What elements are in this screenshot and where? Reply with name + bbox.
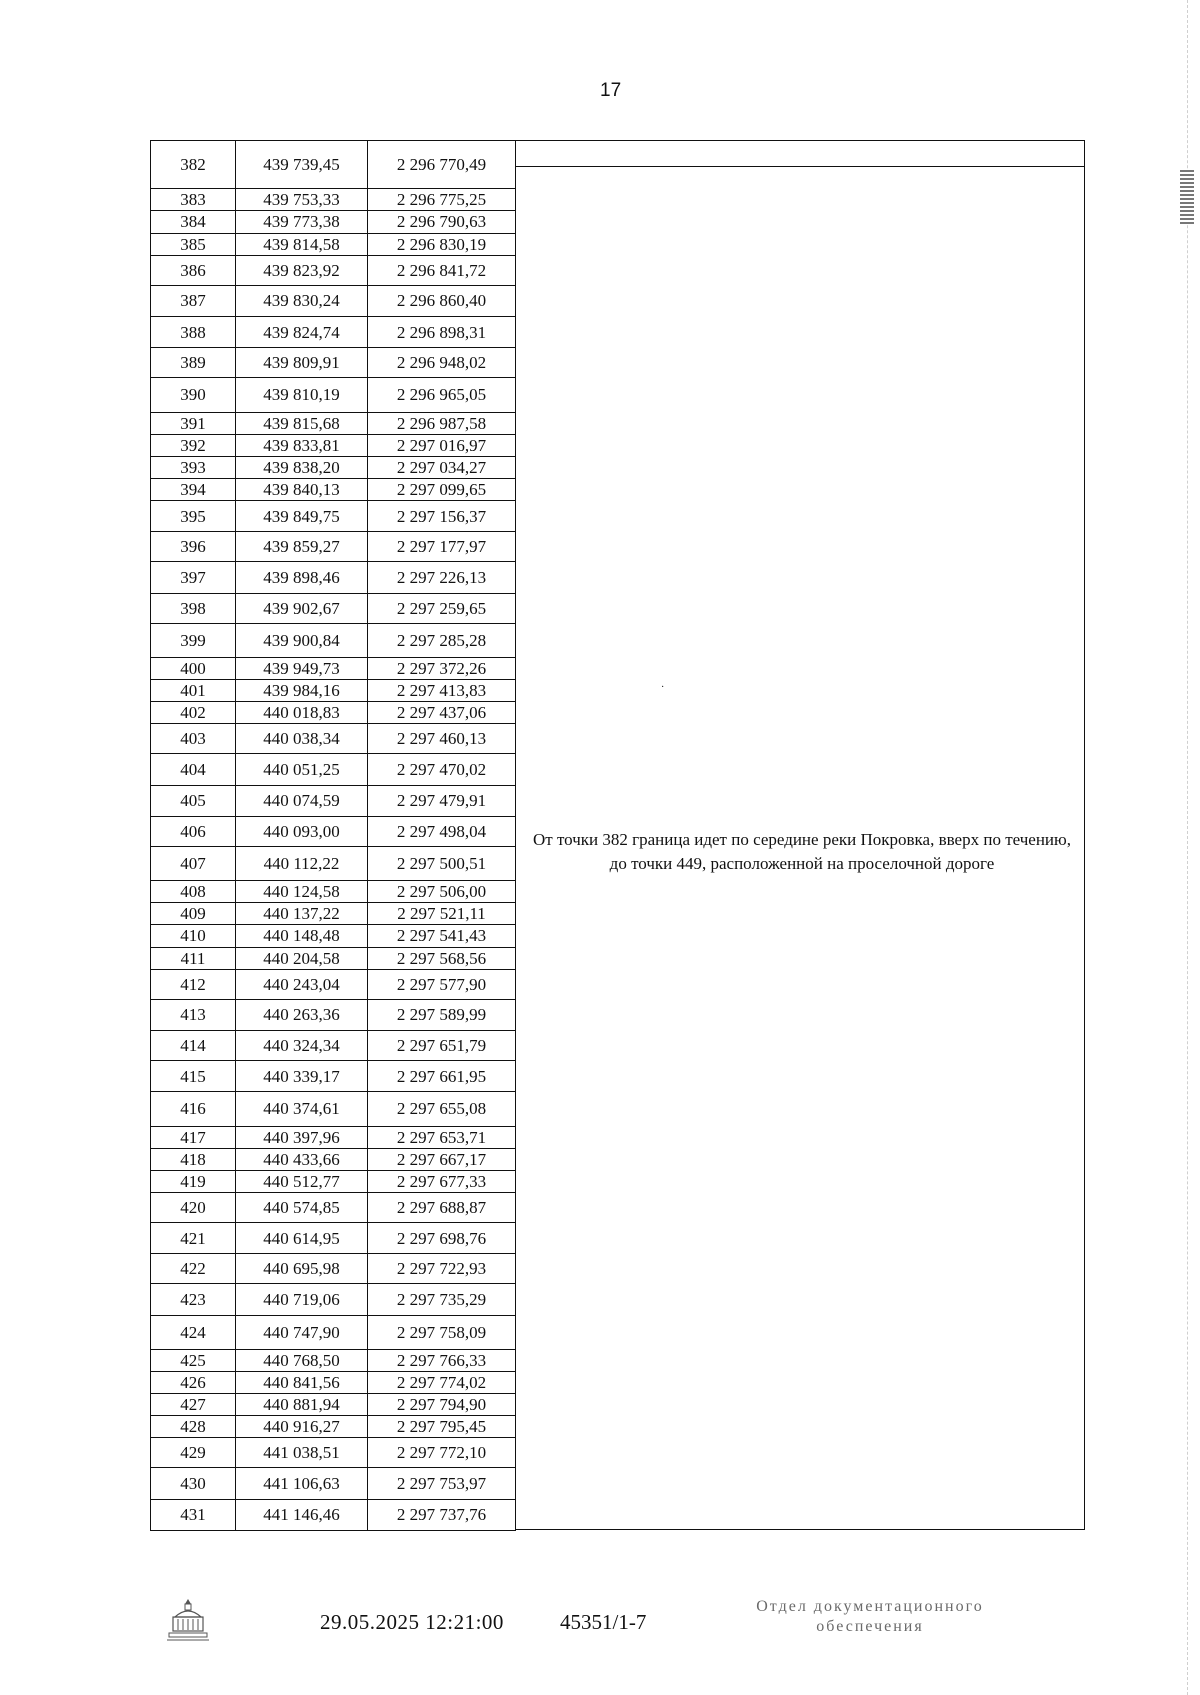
- x-coordinate-cell: 440 339,17: [236, 1061, 368, 1092]
- y-coordinate-cell: 2 297 460,13: [368, 724, 516, 754]
- x-coordinate-cell: 441 106,63: [236, 1468, 368, 1499]
- point-number-cell: 426: [151, 1371, 236, 1393]
- point-number-cell: 404: [151, 754, 236, 785]
- x-coordinate-cell: 440 204,58: [236, 947, 368, 969]
- y-coordinate-cell: 2 296 860,40: [368, 285, 516, 316]
- table-row: [151, 657, 516, 679]
- point-number-cell: 384: [151, 211, 236, 233]
- point-number-cell: 409: [151, 903, 236, 925]
- x-coordinate-cell: 440 324,34: [236, 1030, 368, 1060]
- table-row: [151, 724, 516, 754]
- point-number-cell: 413: [151, 999, 236, 1030]
- description-cell: [516, 140, 1085, 1530]
- x-coordinate-cell: 440 374,61: [236, 1092, 368, 1126]
- x-coordinate-cell: 440 038,34: [236, 724, 368, 754]
- x-coordinate-cell: 439 898,46: [236, 562, 368, 593]
- point-number-cell: 419: [151, 1170, 236, 1192]
- x-coordinate-cell: 441 038,51: [236, 1438, 368, 1468]
- y-coordinate-cell: 2 297 735,29: [368, 1284, 516, 1315]
- y-coordinate-cell: 2 297 758,09: [368, 1315, 516, 1349]
- x-coordinate-cell: 439 809,91: [236, 348, 368, 378]
- point-number-cell: 383: [151, 189, 236, 211]
- point-number-cell: 423: [151, 1284, 236, 1315]
- table-row: [151, 378, 516, 412]
- x-coordinate-cell: 439 773,38: [236, 211, 368, 233]
- y-coordinate-cell: 2 297 034,27: [368, 456, 516, 478]
- footer-department-stamp: [700, 1597, 1040, 1637]
- table-row: [151, 1438, 516, 1468]
- point-number-cell: 397: [151, 562, 236, 593]
- x-coordinate-cell: 439 859,27: [236, 532, 368, 562]
- x-coordinate-cell: 440 093,00: [236, 816, 368, 846]
- x-coordinate-cell: 439 815,68: [236, 412, 368, 434]
- table-row: [151, 456, 516, 478]
- point-number-cell: 389: [151, 348, 236, 378]
- table-row: [151, 501, 516, 532]
- y-coordinate-cell: 2 297 653,71: [368, 1126, 516, 1148]
- x-coordinate-cell: 440 263,36: [236, 999, 368, 1030]
- y-coordinate-cell: 2 297 795,45: [368, 1416, 516, 1438]
- point-number-cell: 418: [151, 1148, 236, 1170]
- point-number-cell: 410: [151, 925, 236, 947]
- point-number-cell: 390: [151, 378, 236, 412]
- point-number-cell: 394: [151, 478, 236, 500]
- x-coordinate-cell: 439 833,81: [236, 434, 368, 456]
- table-row: [151, 1315, 516, 1349]
- y-coordinate-cell: 2 297 772,10: [368, 1438, 516, 1468]
- table-row: [151, 1499, 516, 1530]
- table-row: [151, 1192, 516, 1222]
- x-coordinate-cell: 439 814,58: [236, 233, 368, 255]
- point-number-cell: 427: [151, 1394, 236, 1416]
- point-number-cell: 412: [151, 969, 236, 999]
- y-coordinate-cell: 2 297 226,13: [368, 562, 516, 593]
- point-number-cell: 411: [151, 947, 236, 969]
- x-coordinate-cell: 439 840,13: [236, 478, 368, 500]
- y-coordinate-cell: 2 297 437,06: [368, 702, 516, 724]
- point-number-cell: 406: [151, 816, 236, 846]
- y-coordinate-cell: 2 297 177,97: [368, 532, 516, 562]
- y-coordinate-cell: 2 297 285,28: [368, 623, 516, 657]
- table-row: [151, 999, 516, 1030]
- y-coordinate-cell: 2 297 651,79: [368, 1030, 516, 1060]
- y-coordinate-cell: 2 297 470,02: [368, 754, 516, 785]
- y-coordinate-cell: 2 297 259,65: [368, 593, 516, 623]
- point-number-cell: 386: [151, 255, 236, 285]
- point-number-cell: 407: [151, 846, 236, 880]
- x-coordinate-cell: 440 695,98: [236, 1254, 368, 1284]
- table-row: [151, 881, 516, 903]
- x-coordinate-cell: 439 810,19: [236, 378, 368, 412]
- point-number-cell: 393: [151, 456, 236, 478]
- point-number-cell: 416: [151, 1092, 236, 1126]
- y-coordinate-cell: 2 297 156,37: [368, 501, 516, 532]
- point-number-cell: 398: [151, 593, 236, 623]
- table-row: [151, 969, 516, 999]
- table-row: [151, 1349, 516, 1371]
- point-number-cell: 415: [151, 1061, 236, 1092]
- y-coordinate-cell: 2 297 753,97: [368, 1468, 516, 1499]
- x-coordinate-cell: 440 614,95: [236, 1223, 368, 1254]
- y-coordinate-cell: 2 296 898,31: [368, 316, 516, 347]
- table-row: [151, 1416, 516, 1438]
- x-coordinate-cell: 439 830,24: [236, 285, 368, 316]
- y-coordinate-cell: 2 297 774,02: [368, 1371, 516, 1393]
- table-row: [151, 1170, 516, 1192]
- y-coordinate-cell: 2 297 589,99: [368, 999, 516, 1030]
- point-number-cell: 396: [151, 532, 236, 562]
- x-coordinate-cell: 440 719,06: [236, 1284, 368, 1315]
- table-row: [151, 211, 516, 233]
- x-coordinate-cell: 440 137,22: [236, 903, 368, 925]
- description-divider: [516, 166, 1084, 167]
- table-row: [151, 1030, 516, 1060]
- table-row: [151, 562, 516, 593]
- y-coordinate-cell: 2 296 830,19: [368, 233, 516, 255]
- coordinates-grid: [150, 140, 516, 1531]
- point-number-cell: 429: [151, 1438, 236, 1468]
- table-row: [151, 925, 516, 947]
- x-coordinate-cell: 440 243,04: [236, 969, 368, 999]
- y-coordinate-cell: 2 297 677,33: [368, 1170, 516, 1192]
- table-row: [151, 947, 516, 969]
- table-row: [151, 434, 516, 456]
- point-number-cell: 431: [151, 1499, 236, 1530]
- table-row: [151, 702, 516, 724]
- scan-edge: [1187, 0, 1192, 1695]
- table-row: [151, 141, 516, 189]
- description-line-1: От точки 382 граница идет по середине реки Покровка, вверх по течению,: [533, 830, 1071, 849]
- point-number-cell: 385: [151, 233, 236, 255]
- x-coordinate-cell: 440 124,58: [236, 881, 368, 903]
- table-row: [151, 623, 516, 657]
- table-row: [151, 1223, 516, 1254]
- point-number-cell: 395: [151, 501, 236, 532]
- page-number: 17: [600, 80, 622, 101]
- table-row: [151, 1061, 516, 1092]
- point-number-cell: 422: [151, 1254, 236, 1284]
- point-number-cell: 400: [151, 657, 236, 679]
- y-coordinate-cell: 2 297 577,90: [368, 969, 516, 999]
- x-coordinate-cell: 440 051,25: [236, 754, 368, 785]
- x-coordinate-cell: 440 433,66: [236, 1148, 368, 1170]
- point-number-cell: 420: [151, 1192, 236, 1222]
- scan-dot: ·: [661, 682, 665, 693]
- x-coordinate-cell: 440 841,56: [236, 1371, 368, 1393]
- point-number-cell: 387: [151, 285, 236, 316]
- point-number-cell: 424: [151, 1315, 236, 1349]
- table-row: [151, 680, 516, 702]
- table-row: [151, 1394, 516, 1416]
- table-row: [151, 255, 516, 285]
- point-number-cell: 399: [151, 623, 236, 657]
- x-coordinate-cell: 440 018,83: [236, 702, 368, 724]
- point-number-cell: 430: [151, 1468, 236, 1499]
- footer-datetime: 29.05.2025 12:21:00: [320, 1610, 504, 1634]
- y-coordinate-cell: 2 297 500,51: [368, 846, 516, 880]
- x-coordinate-cell: 440 512,77: [236, 1170, 368, 1192]
- y-coordinate-cell: 2 296 965,05: [368, 378, 516, 412]
- y-coordinate-cell: 2 297 479,91: [368, 785, 516, 816]
- y-coordinate-cell: 2 297 661,95: [368, 1061, 516, 1092]
- point-number-cell: 417: [151, 1126, 236, 1148]
- y-coordinate-cell: 2 297 568,56: [368, 947, 516, 969]
- table-row: [151, 1284, 516, 1315]
- y-coordinate-cell: 2 297 766,33: [368, 1349, 516, 1371]
- x-coordinate-cell: 439 824,74: [236, 316, 368, 347]
- y-coordinate-cell: 2 297 722,93: [368, 1254, 516, 1284]
- x-coordinate-cell: 440 747,90: [236, 1315, 368, 1349]
- y-coordinate-cell: 2 297 506,00: [368, 881, 516, 903]
- table-row: [151, 785, 516, 816]
- y-coordinate-cell: 2 297 737,76: [368, 1499, 516, 1530]
- table-row: [151, 1371, 516, 1393]
- point-number-cell: 391: [151, 412, 236, 434]
- table-row: [151, 316, 516, 347]
- y-coordinate-cell: 2 296 770,49: [368, 141, 516, 189]
- y-coordinate-cell: 2 297 794,90: [368, 1394, 516, 1416]
- y-coordinate-cell: 2 296 775,25: [368, 189, 516, 211]
- table-row: [151, 478, 516, 500]
- x-coordinate-cell: 440 112,22: [236, 846, 368, 880]
- x-coordinate-cell: 439 838,20: [236, 456, 368, 478]
- table-row: [151, 532, 516, 562]
- y-coordinate-cell: 2 296 948,02: [368, 348, 516, 378]
- point-number-cell: 403: [151, 724, 236, 754]
- table-row: [151, 348, 516, 378]
- x-coordinate-cell: 439 739,45: [236, 141, 368, 189]
- point-number-cell: 408: [151, 881, 236, 903]
- table-row: [151, 816, 516, 846]
- table-row: [151, 1148, 516, 1170]
- x-coordinate-cell: 439 902,67: [236, 593, 368, 623]
- point-number-cell: 388: [151, 316, 236, 347]
- y-coordinate-cell: 2 297 099,65: [368, 478, 516, 500]
- table-row: [151, 903, 516, 925]
- y-coordinate-cell: 2 297 372,26: [368, 657, 516, 679]
- y-coordinate-cell: 2 296 987,58: [368, 412, 516, 434]
- point-number-cell: 421: [151, 1223, 236, 1254]
- table-row: [151, 233, 516, 255]
- y-coordinate-cell: 2 297 413,83: [368, 680, 516, 702]
- scan-edge-block: [1180, 170, 1194, 225]
- x-coordinate-cell: 441 146,46: [236, 1499, 368, 1530]
- x-coordinate-cell: 440 916,27: [236, 1416, 368, 1438]
- department-line-1: Отдел документационного: [756, 1598, 984, 1615]
- point-number-cell: 405: [151, 785, 236, 816]
- table-row: [151, 846, 516, 880]
- x-coordinate-cell: 439 900,84: [236, 623, 368, 657]
- x-coordinate-cell: 440 574,85: [236, 1192, 368, 1222]
- y-coordinate-cell: 2 297 698,76: [368, 1223, 516, 1254]
- coordinates-table: [150, 140, 1085, 1531]
- department-line-2: обеспечения: [816, 1618, 924, 1635]
- table-row: [151, 1468, 516, 1499]
- x-coordinate-cell: 439 984,16: [236, 680, 368, 702]
- table-row: [151, 189, 516, 211]
- y-coordinate-cell: 2 297 667,17: [368, 1148, 516, 1170]
- y-coordinate-cell: 2 297 498,04: [368, 816, 516, 846]
- y-coordinate-cell: 2 297 541,43: [368, 925, 516, 947]
- point-number-cell: 425: [151, 1349, 236, 1371]
- x-coordinate-cell: 440 074,59: [236, 785, 368, 816]
- boundary-description: [520, 828, 1084, 876]
- x-coordinate-cell: 440 148,48: [236, 925, 368, 947]
- emblem-icon: [165, 1595, 211, 1643]
- description-line-2: до точки 449, расположенной на проселочной дороге: [609, 854, 995, 873]
- table-row: [151, 754, 516, 785]
- x-coordinate-cell: 440 768,50: [236, 1349, 368, 1371]
- table-row: [151, 1126, 516, 1148]
- x-coordinate-cell: 440 881,94: [236, 1394, 368, 1416]
- table-row: [151, 1254, 516, 1284]
- x-coordinate-cell: 440 397,96: [236, 1126, 368, 1148]
- footer-doc-number: 45351/1-7: [560, 1610, 647, 1634]
- point-number-cell: 402: [151, 702, 236, 724]
- y-coordinate-cell: 2 296 790,63: [368, 211, 516, 233]
- table-row: [151, 412, 516, 434]
- point-number-cell: 392: [151, 434, 236, 456]
- table-row: [151, 285, 516, 316]
- point-number-cell: 401: [151, 680, 236, 702]
- x-coordinate-cell: 439 949,73: [236, 657, 368, 679]
- x-coordinate-cell: 439 849,75: [236, 501, 368, 532]
- table-row: [151, 593, 516, 623]
- point-number-cell: 414: [151, 1030, 236, 1060]
- point-number-cell: 382: [151, 141, 236, 189]
- x-coordinate-cell: 439 823,92: [236, 255, 368, 285]
- y-coordinate-cell: 2 297 521,11: [368, 903, 516, 925]
- y-coordinate-cell: 2 296 841,72: [368, 255, 516, 285]
- x-coordinate-cell: 439 753,33: [236, 189, 368, 211]
- y-coordinate-cell: 2 297 688,87: [368, 1192, 516, 1222]
- point-number-cell: 428: [151, 1416, 236, 1438]
- y-coordinate-cell: 2 297 016,97: [368, 434, 516, 456]
- y-coordinate-cell: 2 297 655,08: [368, 1092, 516, 1126]
- table-row: [151, 1092, 516, 1126]
